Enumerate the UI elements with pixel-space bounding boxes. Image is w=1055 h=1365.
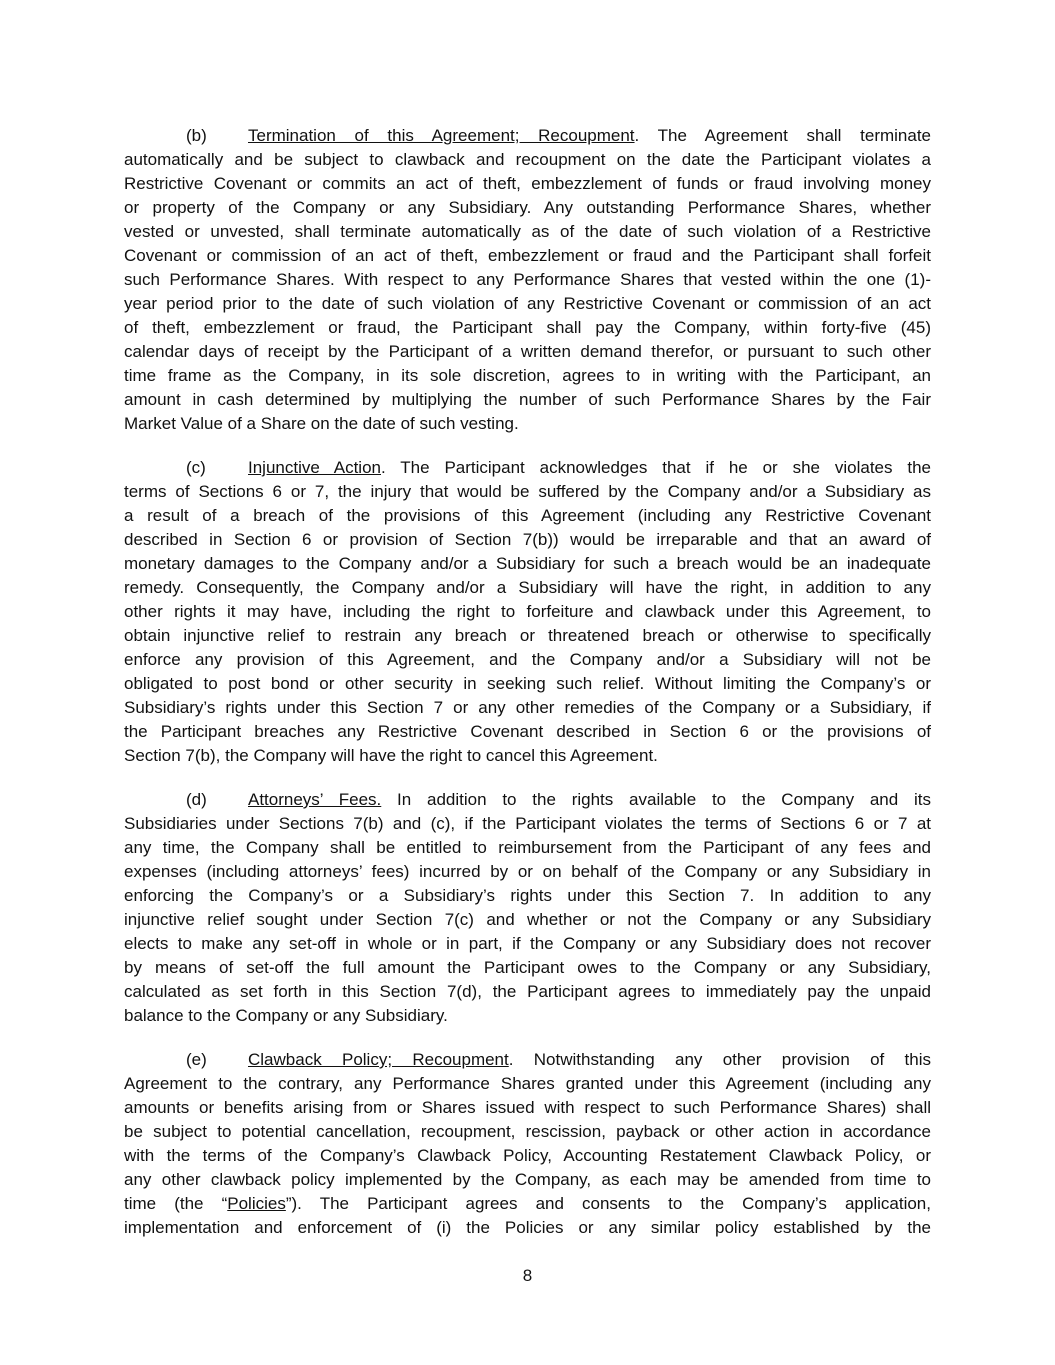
page-number: 8 <box>522 1266 533 1285</box>
text-line: expenses (including attorneys’ fees) incurred by or on behalf of the Company or any Subsidiary in <box>124 862 931 881</box>
text-line: amount in cash determined by multiplying the number of such Performance Shares by the Fair <box>124 390 931 409</box>
section-heading: Termination of this Agreement; Recoupment <box>248 126 635 145</box>
text-line: the Participant breaches any Restrictive Covenant described in Section 6 or the provisions of <box>124 722 931 741</box>
text-line: remedy. Consequently, the Company and/or a Subsidiary will have the right, in addition to any <box>124 578 931 597</box>
text-run: In addition to the rights available to the Company and its <box>381 790 931 809</box>
text-line: calendar days of receipt by the Participant of a written demand therefor, or pursuant to such other <box>124 342 931 361</box>
text-line: Subsidiary’s rights under this Section 7 or any other remedies of the Company or a Subsidiary, if <box>124 698 931 717</box>
text-run: . The Agreement shall terminate <box>634 126 931 145</box>
text-line: enforce any provision of this Agreement, and the Company and/or a Subsidiary will not be <box>124 650 931 669</box>
text-line: enforcing the Company’s or a Subsidiary’s rights under this Section 7. In addition to any <box>124 886 931 905</box>
paragraph-first-line <box>124 456 931 480</box>
section-paragraph <box>124 456 931 768</box>
text-line: implementation and enforcement of (i) the Policies or any similar policy established by the <box>124 1218 931 1237</box>
paragraph-first-line <box>124 1048 931 1072</box>
text-line: a result of a breach of the provisions of this Agreement (including any Restrictive Covenant <box>124 506 931 525</box>
text-line: Market Value of a Share on the date of such vesting. <box>124 414 519 433</box>
section-label: (e) <box>186 1050 207 1069</box>
text-run: . Notwithstanding any other provision of this <box>508 1050 932 1069</box>
text-line: Covenant or commission of an act of theft, embezzlement or fraud and the Participant shall forfeit <box>124 246 931 265</box>
text-line: described in Section 6 or provision of Section 7(b)) would be irreparable and that an award of <box>124 530 931 549</box>
text-line: any time, the Company shall be entitled to reimbursement from the Participant of any fees and <box>124 838 931 857</box>
section-paragraph <box>124 1048 931 1240</box>
document-body <box>124 124 931 1260</box>
text-line <box>124 1192 931 1216</box>
text-line: year period prior to the date of such violation of any Restrictive Covenant or commission of an act <box>124 294 931 313</box>
section-heading: Attorneys’ Fees. <box>248 790 382 809</box>
text-run: ”). The Participant agrees and consents to the Company’s application, <box>285 1194 931 1213</box>
text-line: or property of the Company or any Subsidiary. Any outstanding Performance Shares, whether <box>124 198 931 217</box>
text-line: time frame as the Company, in its sole discretion, agrees to in writing with the Participant, an <box>124 366 931 385</box>
text-line: amounts or benefits arising from or Shares issued with respect to such Performance Shares) shall <box>124 1098 931 1117</box>
text-line: be subject to potential cancellation, recoupment, rescission, payback or other action in accordance <box>124 1122 931 1141</box>
text-line: Restrictive Covenant or commits an act of theft, embezzlement of funds or fraud involving money <box>124 174 931 193</box>
section-label: (c) <box>186 458 206 477</box>
text-line: automatically and be subject to clawback and recoupment on the date the Participant violates a <box>124 150 931 169</box>
text-line: by means of set-off the full amount the Participant owes to the Company or any Subsidiary, <box>124 958 931 977</box>
text-line: monetary damages to the Company and/or a Subsidiary for such a breach would be an inadequate <box>124 554 931 573</box>
section-paragraph <box>124 788 931 1028</box>
text-line: of theft, embezzlement or fraud, the Participant shall pay the Company, within forty-five (45) <box>124 318 931 337</box>
text-line: obligated to post bond or other security in seeking such relief. Without limiting the Company’s or <box>124 674 931 693</box>
text-line: Section 7(b), the Company will have the right to cancel this Agreement. <box>124 746 658 765</box>
text-run: . The Participant acknowledges that if he or she violates the <box>381 458 931 477</box>
section-heading: Clawback Policy; Recoupment <box>248 1050 509 1069</box>
text-line: Subsidiaries under Sections 7(b) and (c), if the Participant violates the terms of Sections 6 or 7 at <box>124 814 931 833</box>
text-run: time (the “ <box>124 1194 228 1213</box>
text-line: calculated as set forth in this Section 7(d), the Participant agrees to immediately pay the unpaid <box>124 982 931 1001</box>
text-line: injunctive relief sought under Section 7(c) and whether or not the Company or any Subsidiary <box>124 910 931 929</box>
section-label: (b) <box>186 126 207 145</box>
paragraph-first-line <box>124 788 931 812</box>
defined-term: Policies <box>227 1194 286 1213</box>
paragraph-first-line <box>124 124 931 148</box>
text-line: any other clawback policy implemented by the Company, as each may be amended from time to <box>124 1170 931 1189</box>
text-line: with the terms of the Company’s Clawback Policy, Accounting Restatement Clawback Policy, or <box>124 1146 931 1165</box>
text-line: elects to make any set-off in whole or in part, if the Company or any Subsidiary does not recover <box>124 934 931 953</box>
text-line: balance to the Company or any Subsidiary. <box>124 1006 448 1025</box>
text-line: such Performance Shares. With respect to any Performance Shares that vested within the one (1)- <box>124 270 931 289</box>
text-line: obtain injunctive relief to restrain any breach or threatened breach or otherwise to specifically <box>124 626 931 645</box>
text-line: terms of Sections 6 or 7, the injury that would be suffered by the Company and/or a Subsidiary as <box>124 482 931 501</box>
text-line: vested or unvested, shall terminate automatically as of the date of such violation of a Restrictive <box>124 222 931 241</box>
section-label: (d) <box>186 790 207 809</box>
text-line: Agreement to the contrary, any Performance Shares granted under this Agreement (including any <box>124 1074 931 1093</box>
section-paragraph <box>124 124 931 436</box>
section-heading: Injunctive Action <box>248 458 381 477</box>
text-line: other rights it may have, including the right to forfeiture and clawback under this Agreement, to <box>124 602 931 621</box>
